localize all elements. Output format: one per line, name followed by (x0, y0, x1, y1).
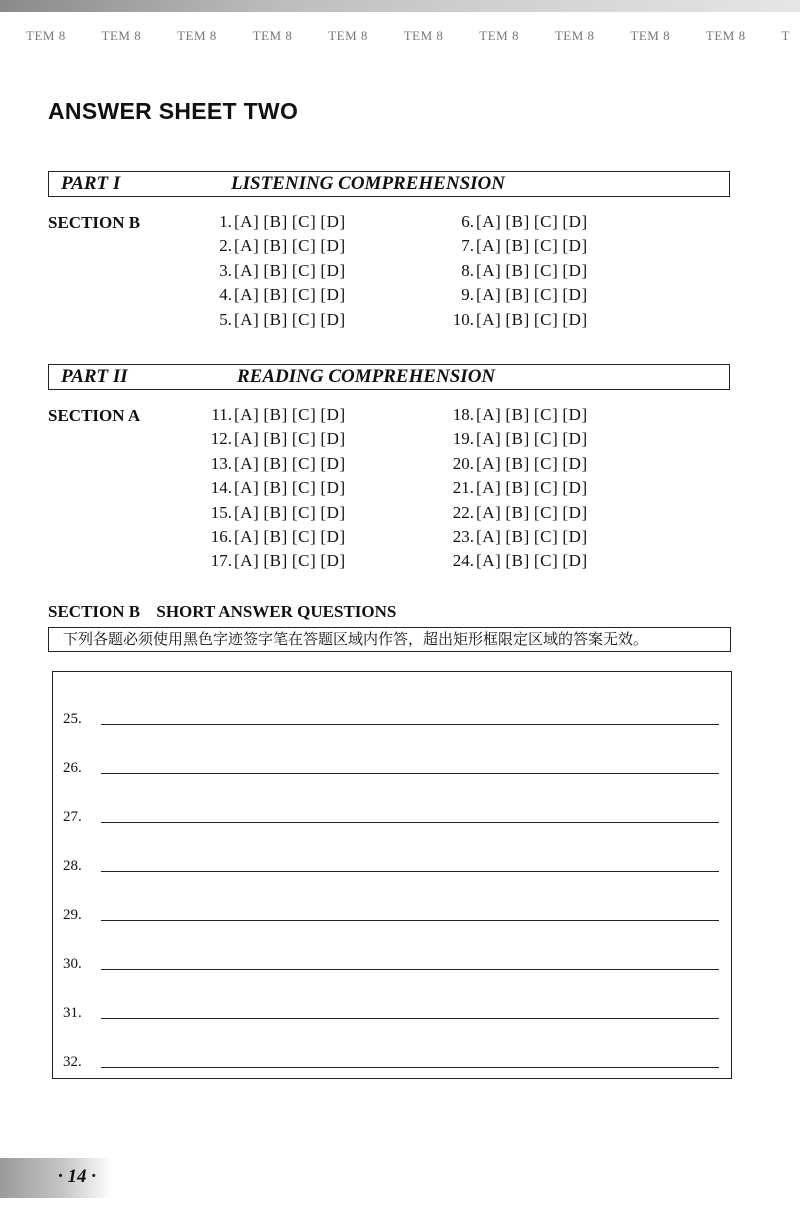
answer-options (476, 429, 592, 449)
part-i-name: LISTENING COMPREHENSION (231, 173, 505, 194)
page-number: · 14 · (58, 1166, 96, 1187)
short-answer-number: 26. (63, 760, 82, 776)
answer-options (234, 310, 350, 330)
option-bubble[interactable]: [C] (533, 405, 559, 424)
option-bubble[interactable]: [B] (505, 236, 530, 256)
option-bubble[interactable]: [D] (320, 502, 346, 522)
part-i-label: PART I (61, 173, 121, 194)
short-answer-number: 25. (63, 711, 82, 727)
option-bubble[interactable]: [A] (234, 405, 260, 424)
option-bubble[interactable]: [C] (533, 429, 559, 449)
option-bubble[interactable]: [A] (234, 309, 260, 329)
question-number: 1. (219, 212, 232, 231)
option-bubble[interactable]: [A] (476, 526, 502, 546)
option-bubble[interactable]: [B] (505, 309, 530, 329)
question-number: 8. (461, 260, 474, 280)
option-bubble[interactable]: [D] (320, 526, 346, 546)
option-bubble[interactable]: [D] (562, 405, 588, 424)
question-number: 15. (210, 502, 232, 522)
option-bubble[interactable]: [A] (476, 285, 502, 305)
section-b-title: SHORT ANSWER QUESTIONS (156, 602, 397, 621)
option-bubble[interactable]: [D] (562, 309, 588, 329)
option-bubble[interactable]: [C] (291, 405, 317, 424)
question-number: 13. (210, 453, 232, 473)
section-b-heading (48, 602, 396, 622)
short-answer-line[interactable] (63, 706, 719, 728)
short-answer-line[interactable] (63, 804, 719, 826)
option-bubble[interactable]: [D] (562, 212, 588, 231)
option-bubble[interactable]: [A] (234, 526, 260, 546)
answer-rule[interactable] (101, 724, 719, 725)
option-bubble[interactable]: [B] (505, 285, 530, 305)
header-tag: TEM 8 (26, 28, 66, 43)
answer-options (234, 429, 350, 449)
answer-options (234, 454, 350, 474)
answer-rule[interactable] (101, 822, 719, 823)
header-tag: TEM 8 (479, 28, 519, 43)
question-number: 3. (219, 260, 232, 280)
question-number: 6. (461, 212, 474, 231)
option-bubble[interactable]: [A] (476, 236, 502, 256)
option-bubble[interactable]: [D] (320, 260, 346, 280)
short-answer-number: 28. (63, 858, 82, 874)
question-number: 17. (210, 551, 232, 571)
option-bubble[interactable]: [B] (263, 429, 288, 449)
option-bubble[interactable]: [D] (320, 405, 346, 424)
option-bubble[interactable]: [B] (263, 502, 288, 522)
option-bubble[interactable]: [C] (291, 260, 317, 280)
answer-options (234, 551, 350, 571)
answer-rule[interactable] (101, 773, 719, 774)
option-bubble[interactable]: [C] (291, 309, 317, 329)
option-bubble[interactable]: [A] (234, 260, 260, 280)
answer-options (476, 503, 592, 523)
option-bubble[interactable]: [A] (476, 212, 502, 231)
option-bubble[interactable]: [B] (505, 526, 530, 546)
option-bubble[interactable]: [A] (476, 551, 502, 571)
option-bubble[interactable]: [C] (533, 502, 559, 522)
option-bubble[interactable]: [C] (291, 478, 317, 498)
option-bubble[interactable]: [C] (291, 502, 317, 522)
option-bubble[interactable]: [B] (505, 260, 530, 280)
option-bubble[interactable]: [D] (562, 285, 588, 305)
answer-options (476, 454, 592, 474)
answer-options (234, 212, 350, 232)
page-number-area (0, 1158, 112, 1198)
answer-options (234, 503, 350, 523)
option-bubble[interactable]: [C] (533, 260, 559, 280)
answer-options (476, 551, 592, 571)
option-bubble[interactable]: [D] (562, 260, 588, 280)
short-answer-number: 29. (63, 907, 82, 923)
short-answer-number: 27. (63, 809, 82, 825)
answer-options (234, 285, 350, 305)
part-ii-bar (48, 364, 730, 390)
header-tag: TEM 8 (101, 28, 142, 43)
question-number: 4. (219, 285, 232, 305)
question-number: 14. (210, 478, 232, 498)
option-bubble[interactable]: [D] (562, 236, 588, 256)
option-bubble[interactable]: [B] (263, 526, 288, 546)
answer-rule[interactable] (101, 1067, 719, 1068)
header-tag: T (781, 28, 790, 43)
option-bubble[interactable]: [D] (562, 526, 588, 546)
answer-rule[interactable] (101, 969, 719, 970)
header-tag: TEM 8 (252, 28, 293, 43)
option-bubble[interactable]: [A] (234, 429, 260, 449)
answer-options (476, 527, 592, 547)
header-tag: TEM 8 (177, 28, 217, 43)
question-number: 23. (452, 526, 474, 546)
option-bubble[interactable]: [C] (291, 526, 317, 546)
question-number: 22. (452, 502, 474, 522)
answer-rule[interactable] (101, 920, 719, 921)
option-bubble[interactable]: [C] (291, 429, 317, 449)
option-bubble[interactable]: [B] (263, 285, 288, 305)
question-number: 10. (452, 309, 474, 329)
part-i-bar (48, 171, 730, 197)
option-bubble[interactable]: [B] (505, 478, 530, 498)
part-ii-section-a-label: SECTION A (48, 406, 141, 425)
option-bubble[interactable]: [A] (476, 453, 502, 473)
question-number: 24. (452, 551, 474, 571)
question-number: 21. (452, 478, 474, 498)
answer-options (476, 212, 592, 232)
option-bubble[interactable]: [D] (320, 285, 346, 305)
option-bubble[interactable]: [D] (562, 502, 588, 522)
option-bubble[interactable]: [B] (263, 309, 288, 329)
option-bubble[interactable]: [D] (320, 453, 346, 473)
option-bubble[interactable]: [D] (320, 212, 346, 231)
option-bubble[interactable]: [C] (533, 309, 559, 329)
answer-options (234, 236, 350, 256)
short-answer-line[interactable] (63, 853, 719, 875)
option-bubble[interactable]: [A] (476, 405, 502, 424)
option-bubble[interactable]: [C] (533, 236, 559, 256)
option-bubble[interactable]: [C] (291, 236, 317, 256)
header-tag: TEM 8 (705, 28, 746, 43)
short-answer-line[interactable] (63, 755, 719, 777)
option-bubble[interactable]: [C] (533, 478, 559, 498)
option-bubble[interactable]: [A] (476, 429, 502, 449)
short-answer-line[interactable] (63, 1049, 719, 1071)
part-ii-name: READING COMPREHENSION (237, 366, 496, 387)
option-bubble[interactable]: [B] (505, 212, 530, 231)
answer-options (476, 478, 592, 498)
question-number: 19. (452, 429, 474, 449)
option-bubble[interactable]: [D] (562, 551, 588, 571)
question-number: 16. (210, 526, 232, 546)
option-bubble[interactable]: [C] (533, 526, 559, 546)
option-bubble[interactable]: [B] (263, 551, 288, 571)
option-bubble[interactable]: [D] (562, 453, 588, 473)
option-bubble[interactable]: [A] (234, 236, 260, 256)
option-bubble[interactable]: [D] (320, 236, 346, 256)
short-answer-number: 32. (63, 1054, 82, 1070)
option-bubble[interactable]: [A] (234, 285, 260, 305)
option-bubble[interactable]: [D] (320, 478, 346, 498)
part-i-section-b-label: SECTION B (48, 213, 141, 232)
option-bubble[interactable]: [B] (263, 260, 288, 280)
answer-options (476, 405, 592, 425)
short-answer-line[interactable] (63, 902, 719, 924)
option-bubble[interactable]: [D] (562, 478, 588, 498)
option-bubble[interactable]: [B] (505, 453, 530, 473)
short-answer-number: 30. (63, 956, 82, 972)
short-answer-number: 31. (63, 1005, 82, 1021)
option-bubble[interactable]: [B] (505, 502, 530, 522)
answer-notice: 下列各题必须使用黑色字迹签字笔在答题区域内作答，超出矩形框限定区域的答案无效。 (48, 627, 731, 652)
option-bubble[interactable]: [D] (320, 309, 346, 329)
answer-rule[interactable] (101, 871, 719, 872)
option-bubble[interactable]: [B] (505, 405, 530, 424)
part-ii-label: PART II (61, 366, 128, 387)
option-bubble[interactable]: [A] (234, 502, 260, 522)
option-bubble[interactable]: [A] (234, 453, 260, 473)
question-number: 5. (219, 309, 232, 329)
option-bubble[interactable]: [A] (476, 478, 502, 498)
question-number: 11. (211, 405, 232, 424)
answer-rule[interactable] (101, 1018, 719, 1019)
answer-options (234, 478, 350, 498)
header-tag: TEM 8 (328, 28, 368, 43)
option-bubble[interactable]: [C] (533, 212, 559, 231)
option-bubble[interactable]: [B] (263, 236, 288, 256)
option-bubble[interactable]: [B] (505, 551, 530, 571)
question-number: 18. (452, 405, 474, 424)
option-bubble[interactable]: [C] (533, 285, 559, 305)
option-bubble[interactable]: [A] (234, 551, 260, 571)
question-number: 12. (210, 429, 232, 449)
option-bubble[interactable]: [A] (476, 309, 502, 329)
short-answer-line[interactable] (63, 951, 719, 973)
header-tag: TEM 8 (630, 28, 671, 43)
answer-options (476, 310, 592, 330)
option-bubble[interactable]: [A] (234, 212, 260, 231)
option-bubble[interactable]: [A] (234, 478, 260, 498)
option-bubble[interactable]: [C] (291, 285, 317, 305)
option-bubble[interactable]: [B] (263, 478, 288, 498)
header-strip (0, 0, 800, 12)
option-bubble[interactable]: [B] (263, 405, 288, 424)
question-number: 9. (461, 285, 474, 305)
answer-options (476, 285, 592, 305)
answer-options (234, 405, 350, 425)
option-bubble[interactable]: [D] (320, 551, 346, 571)
short-answer-box (52, 671, 732, 1079)
question-number: 20. (452, 453, 474, 473)
header-tag: TEM 8 (554, 28, 595, 43)
option-bubble[interactable]: [D] (562, 429, 588, 449)
option-bubble[interactable]: [C] (291, 212, 317, 231)
option-bubble[interactable]: [C] (533, 453, 559, 473)
option-bubble[interactable]: [D] (320, 429, 346, 449)
answer-options (234, 527, 350, 547)
answer-options (234, 261, 350, 281)
header-tag: TEM 8 (403, 28, 444, 43)
answer-options (476, 236, 592, 256)
option-bubble[interactable]: [C] (533, 551, 559, 571)
option-bubble[interactable]: [B] (263, 212, 288, 231)
short-answer-line[interactable] (63, 1000, 719, 1022)
sheet-title: ANSWER SHEET TWO (48, 98, 299, 124)
running-header (0, 28, 800, 48)
option-bubble[interactable]: [A] (476, 260, 502, 280)
option-bubble[interactable]: [C] (291, 551, 317, 571)
section-b-label: SECTION B (48, 602, 141, 621)
option-bubble[interactable]: [C] (291, 453, 317, 473)
answer-options (476, 261, 592, 281)
option-bubble[interactable]: [B] (505, 429, 530, 449)
option-bubble[interactable]: [A] (476, 502, 502, 522)
question-number: 7. (461, 236, 474, 256)
question-number: 2. (219, 236, 232, 256)
option-bubble[interactable]: [B] (263, 453, 288, 473)
